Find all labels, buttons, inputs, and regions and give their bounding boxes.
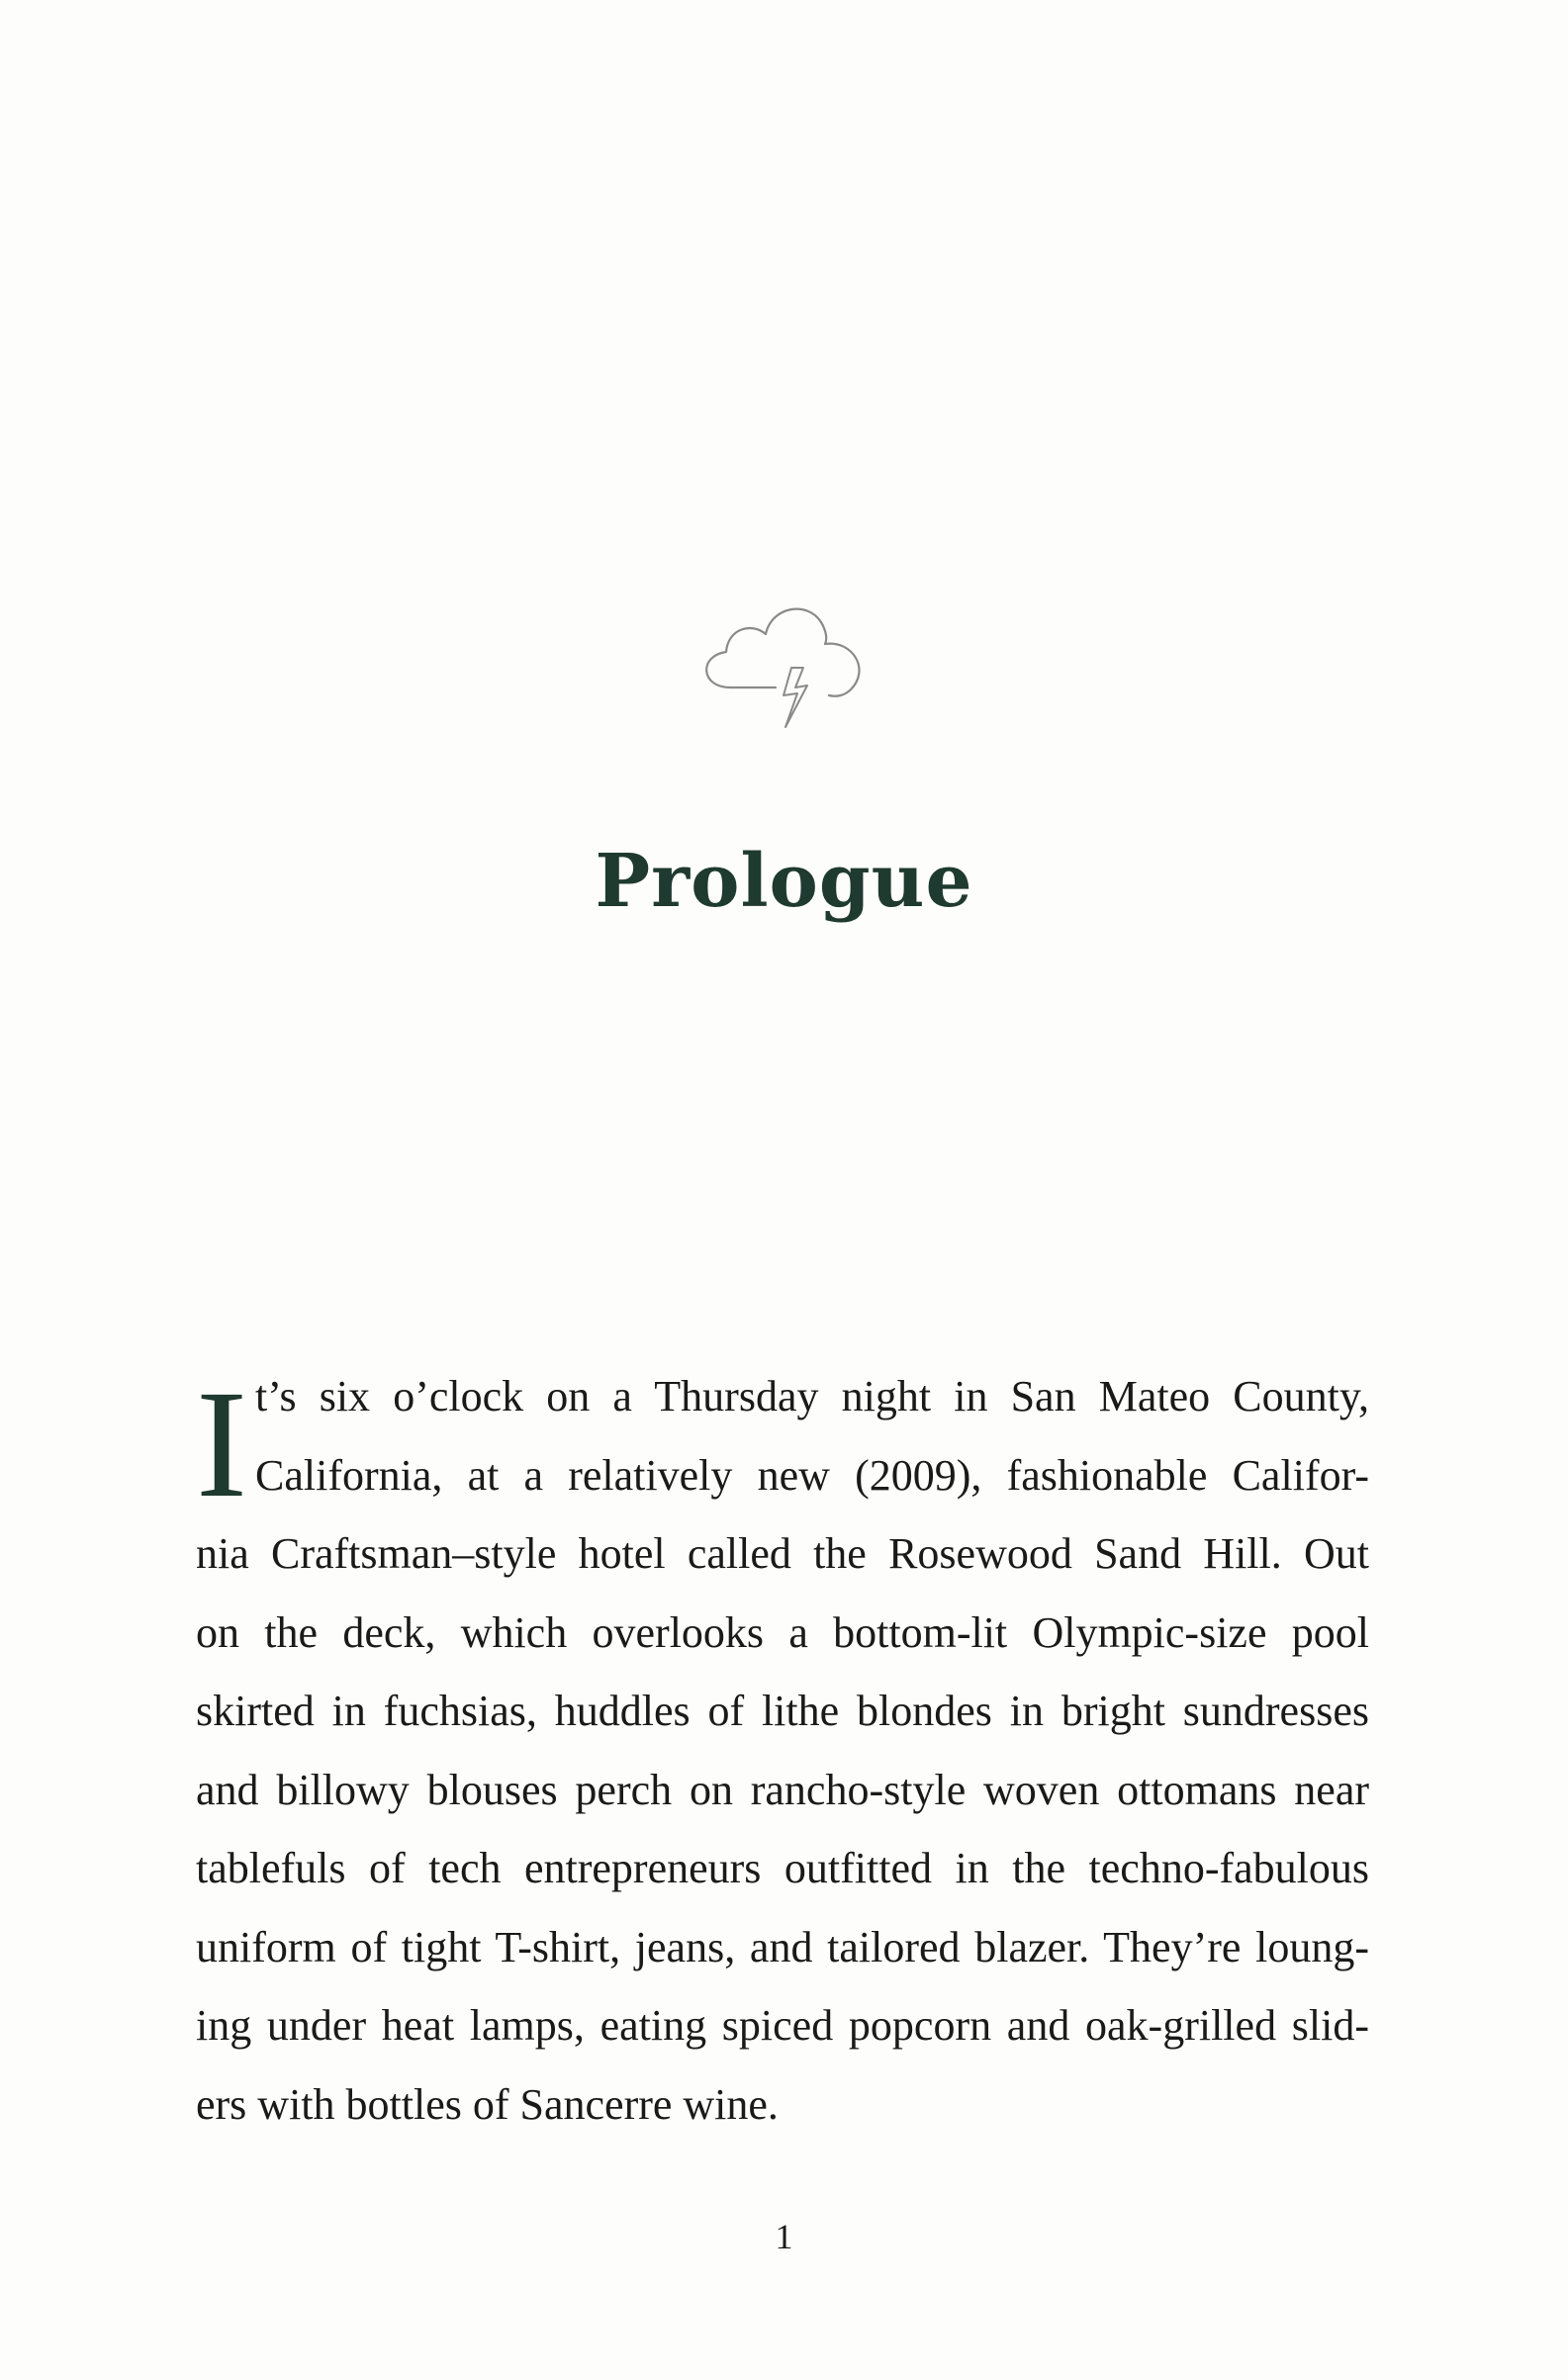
text-line: ers with bottles of Sancerre wine. (196, 2079, 779, 2129)
text-line: uniform of tight T-shirt, jeans, and tailored blazer. They’re loung- (196, 1922, 1369, 1971)
text-line: tablefuls of tech entrepreneurs outfitted in the techno-fabulous (196, 1844, 1369, 1892)
text-line: California, at a relatively new (2009), fashionable Califor- (255, 1450, 1369, 1500)
text-line: on the deck, which overlooks a bottom-lit Olympic-size pool (196, 1607, 1369, 1657)
text-line: skirted in fuchsias, huddles of lithe blondes in bright sundresses (196, 1687, 1369, 1735)
storm-cloud-lightning-icon (681, 579, 888, 777)
text-line: ing under heat lamps, eating spiced popcorn and oak-grilled slid- (196, 2001, 1369, 2050)
text-line: and billowy blouses perch on rancho-style woven ottomans near (196, 1765, 1369, 1814)
drop-cap: I (196, 1358, 247, 1529)
chapter-title: Prologue (595, 839, 973, 924)
body-paragraph (196, 1357, 1369, 2144)
text-line: t’s six o’clock on a Thursday night in San Mateo County, (255, 1372, 1369, 1420)
text-line: nia Craftsman–style hotel called the Rosewood Sand Hill. Out (196, 1529, 1369, 1578)
page-number: 1 (775, 2217, 793, 2256)
